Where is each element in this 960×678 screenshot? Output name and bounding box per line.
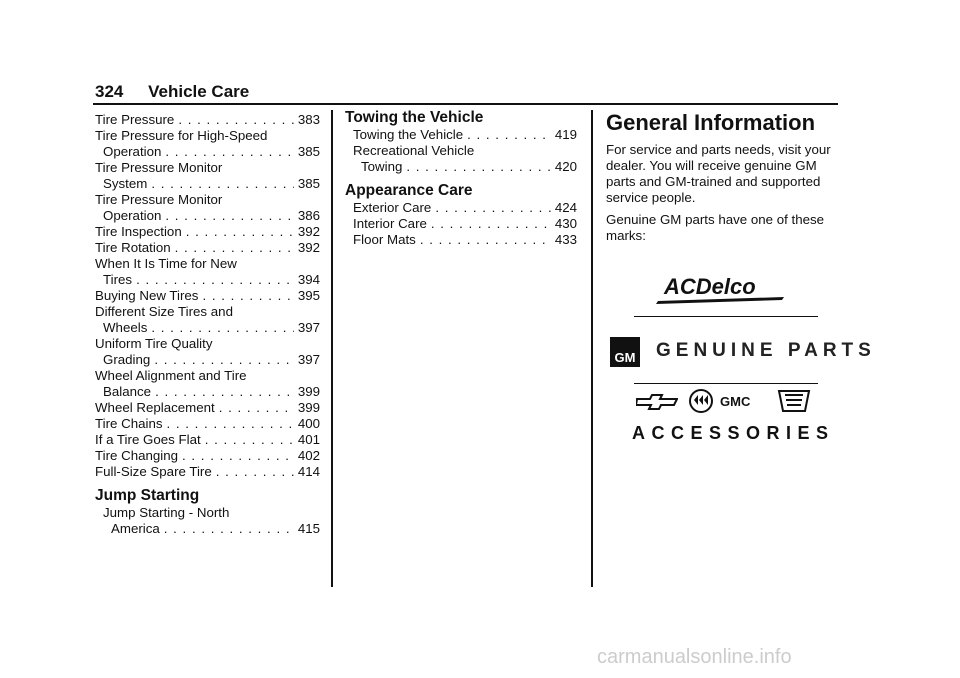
toc-entry[interactable] bbox=[95, 464, 320, 480]
toc-page-number: 400 bbox=[297, 416, 320, 431]
toc-entry[interactable] bbox=[95, 352, 320, 368]
toc-leader bbox=[431, 216, 551, 232]
toc-entry[interactable] bbox=[353, 127, 577, 143]
toc-entry[interactable] bbox=[95, 144, 320, 160]
buick-shield-icon bbox=[688, 388, 714, 419]
toc-page-number: 392 bbox=[297, 224, 320, 239]
toc-entry-label: Towing the Vehicle bbox=[353, 127, 464, 142]
toc-entry-label: Full-Size Spare Tire bbox=[95, 464, 212, 479]
toc-entry[interactable] bbox=[95, 288, 320, 304]
column-divider bbox=[331, 110, 333, 587]
toc-entry-label: Balance bbox=[103, 384, 152, 399]
toc-leader bbox=[136, 272, 294, 288]
toc-entry[interactable] bbox=[95, 448, 320, 464]
toc-entry-label: Wheels bbox=[103, 320, 148, 335]
toc-page-number: 386 bbox=[297, 208, 320, 223]
genuine-parts-text: GENUINE PARTS bbox=[656, 340, 876, 361]
toc-entry-label: Tire Rotation bbox=[95, 240, 171, 255]
toc-entry-label: Different Size Tires and bbox=[95, 304, 233, 319]
toc-entry-label: Operation bbox=[103, 208, 162, 223]
toc-leader bbox=[467, 127, 551, 143]
toc-entry[interactable] bbox=[103, 521, 320, 537]
paragraph-marks: Genuine GM parts have one of these marks: bbox=[606, 212, 825, 243]
toc-page-number: 420 bbox=[554, 159, 577, 174]
toc-entry-label: Tires bbox=[103, 272, 133, 287]
toc-entry-label: If a Tire Goes Flat bbox=[95, 432, 201, 447]
toc-page-number: 385 bbox=[297, 144, 320, 159]
toc-leader bbox=[219, 400, 294, 416]
chevrolet-bowtie-icon bbox=[636, 394, 678, 415]
toc-entry[interactable] bbox=[95, 240, 320, 256]
toc-page-number: 395 bbox=[297, 288, 320, 303]
toc-entry-label: System bbox=[103, 176, 148, 191]
toc-leader bbox=[151, 176, 293, 192]
toc-entry-label: When It Is Time for New bbox=[95, 256, 237, 271]
page-number: 324 bbox=[95, 82, 124, 101]
toc-leader bbox=[205, 432, 294, 448]
toc-entry[interactable] bbox=[95, 224, 320, 240]
toc-entry[interactable] bbox=[353, 216, 577, 232]
toc-leader bbox=[151, 320, 293, 336]
toc-leader bbox=[216, 464, 294, 480]
toc-leader bbox=[155, 384, 294, 400]
svg-text:ACDelco: ACDelco bbox=[664, 274, 756, 299]
toc-page-number: 399 bbox=[297, 384, 320, 399]
toc-entry[interactable] bbox=[353, 159, 577, 175]
toc-page-number: 433 bbox=[554, 232, 577, 247]
toc-page-number: 397 bbox=[297, 320, 320, 335]
toc-leader bbox=[167, 416, 294, 432]
toc-entry-label: Tire Chains bbox=[95, 416, 163, 431]
toc-entry-label: Tire Pressure Monitor bbox=[95, 192, 223, 207]
toc-leader bbox=[182, 448, 294, 464]
toc-leader bbox=[165, 208, 293, 224]
toc-leader bbox=[165, 144, 293, 160]
acdelco-logo bbox=[656, 273, 791, 307]
toc-entry[interactable] bbox=[95, 272, 320, 288]
toc-entry-label: Tire Pressure bbox=[95, 112, 175, 127]
watermark: carmanualsonline.info bbox=[597, 646, 792, 668]
toc-entry-label: Wheel Alignment and Tire bbox=[95, 368, 247, 383]
toc-entry-label: Towing bbox=[361, 159, 403, 174]
toc-leader bbox=[435, 200, 550, 216]
toc-entry[interactable] bbox=[95, 208, 320, 224]
toc-page-number: 414 bbox=[297, 464, 320, 479]
toc-page-number: 415 bbox=[297, 521, 320, 536]
cadillac-crest-icon bbox=[777, 389, 811, 420]
toc-entry-label: America bbox=[111, 521, 160, 536]
toc-page-number: 419 bbox=[554, 127, 577, 142]
toc-entry-label: Operation bbox=[103, 144, 162, 159]
toc-entry-label: Interior Care bbox=[353, 216, 427, 231]
accessories-text: ACCESSORIES bbox=[632, 423, 835, 443]
toc-page-number: 424 bbox=[554, 200, 577, 215]
toc-entry-label: Tire Pressure for High-Speed bbox=[95, 128, 268, 143]
toc-page-number: 394 bbox=[297, 272, 320, 287]
toc-entry-label: Jump Starting - North bbox=[103, 505, 230, 520]
toc-leader bbox=[164, 521, 294, 537]
toc-entry-label: Exterior Care bbox=[353, 200, 432, 215]
toc-column-2 bbox=[345, 108, 577, 248]
toc-entry-label: Tire Pressure Monitor bbox=[95, 160, 223, 175]
section-heading-jump-starting: Jump Starting bbox=[95, 487, 200, 504]
general-information-heading: General Information bbox=[606, 110, 816, 135]
section-heading-towing: Towing the Vehicle bbox=[345, 109, 484, 126]
toc-entry-label: Recreational Vehicle bbox=[353, 143, 475, 158]
toc-leader bbox=[406, 159, 550, 175]
toc-column-1 bbox=[95, 112, 320, 537]
toc-entry[interactable] bbox=[95, 320, 320, 336]
logo-divider bbox=[634, 383, 818, 384]
logo-divider bbox=[634, 316, 818, 317]
toc-entry-label: Wheel Replacement bbox=[95, 400, 215, 415]
section-heading-appearance: Appearance Care bbox=[345, 182, 473, 199]
toc-entry[interactable] bbox=[95, 400, 320, 416]
toc-entry-label: Grading bbox=[103, 352, 151, 367]
toc-page-number: 399 bbox=[297, 400, 320, 415]
toc-page-number: 397 bbox=[297, 352, 320, 367]
page-header bbox=[95, 82, 249, 102]
toc-entry-label: Buying New Tires bbox=[95, 288, 199, 303]
toc-entry-label: Uniform Tire Quality bbox=[95, 336, 213, 351]
gm-logo: GM bbox=[610, 337, 640, 367]
header-rule bbox=[93, 103, 838, 105]
toc-entry[interactable] bbox=[95, 416, 320, 432]
toc-page-number: 402 bbox=[297, 448, 320, 463]
column-divider bbox=[591, 110, 593, 587]
toc-entry[interactable] bbox=[353, 232, 577, 248]
toc-leader bbox=[154, 352, 294, 368]
toc-page-number: 430 bbox=[554, 216, 577, 231]
toc-entry[interactable] bbox=[95, 112, 320, 128]
toc-page-number: 401 bbox=[297, 432, 320, 447]
toc-leader bbox=[175, 240, 294, 256]
toc-leader bbox=[420, 232, 551, 248]
toc-entry-label: Tire Changing bbox=[95, 448, 179, 463]
section-title: Vehicle Care bbox=[148, 82, 250, 101]
toc-entry[interactable] bbox=[95, 176, 320, 192]
toc-entry[interactable] bbox=[95, 384, 320, 400]
toc-entry-label: Floor Mats bbox=[353, 232, 416, 247]
toc-entry-label: Tire Inspection bbox=[95, 224, 182, 239]
toc-entry[interactable] bbox=[95, 432, 320, 448]
toc-entry[interactable] bbox=[353, 200, 577, 216]
toc-page-number: 385 bbox=[297, 176, 320, 191]
toc-page-number: 392 bbox=[297, 240, 320, 255]
paragraph-service: For service and parts needs, visit your dealer. You will receive genuine GM parts and GM-trained and supported service people. bbox=[606, 142, 831, 205]
toc-leader bbox=[178, 112, 294, 128]
gmc-logo: GMC bbox=[720, 394, 751, 409]
toc-page-number: 383 bbox=[297, 112, 320, 127]
toc-leader bbox=[186, 224, 294, 240]
toc-leader bbox=[202, 288, 293, 304]
